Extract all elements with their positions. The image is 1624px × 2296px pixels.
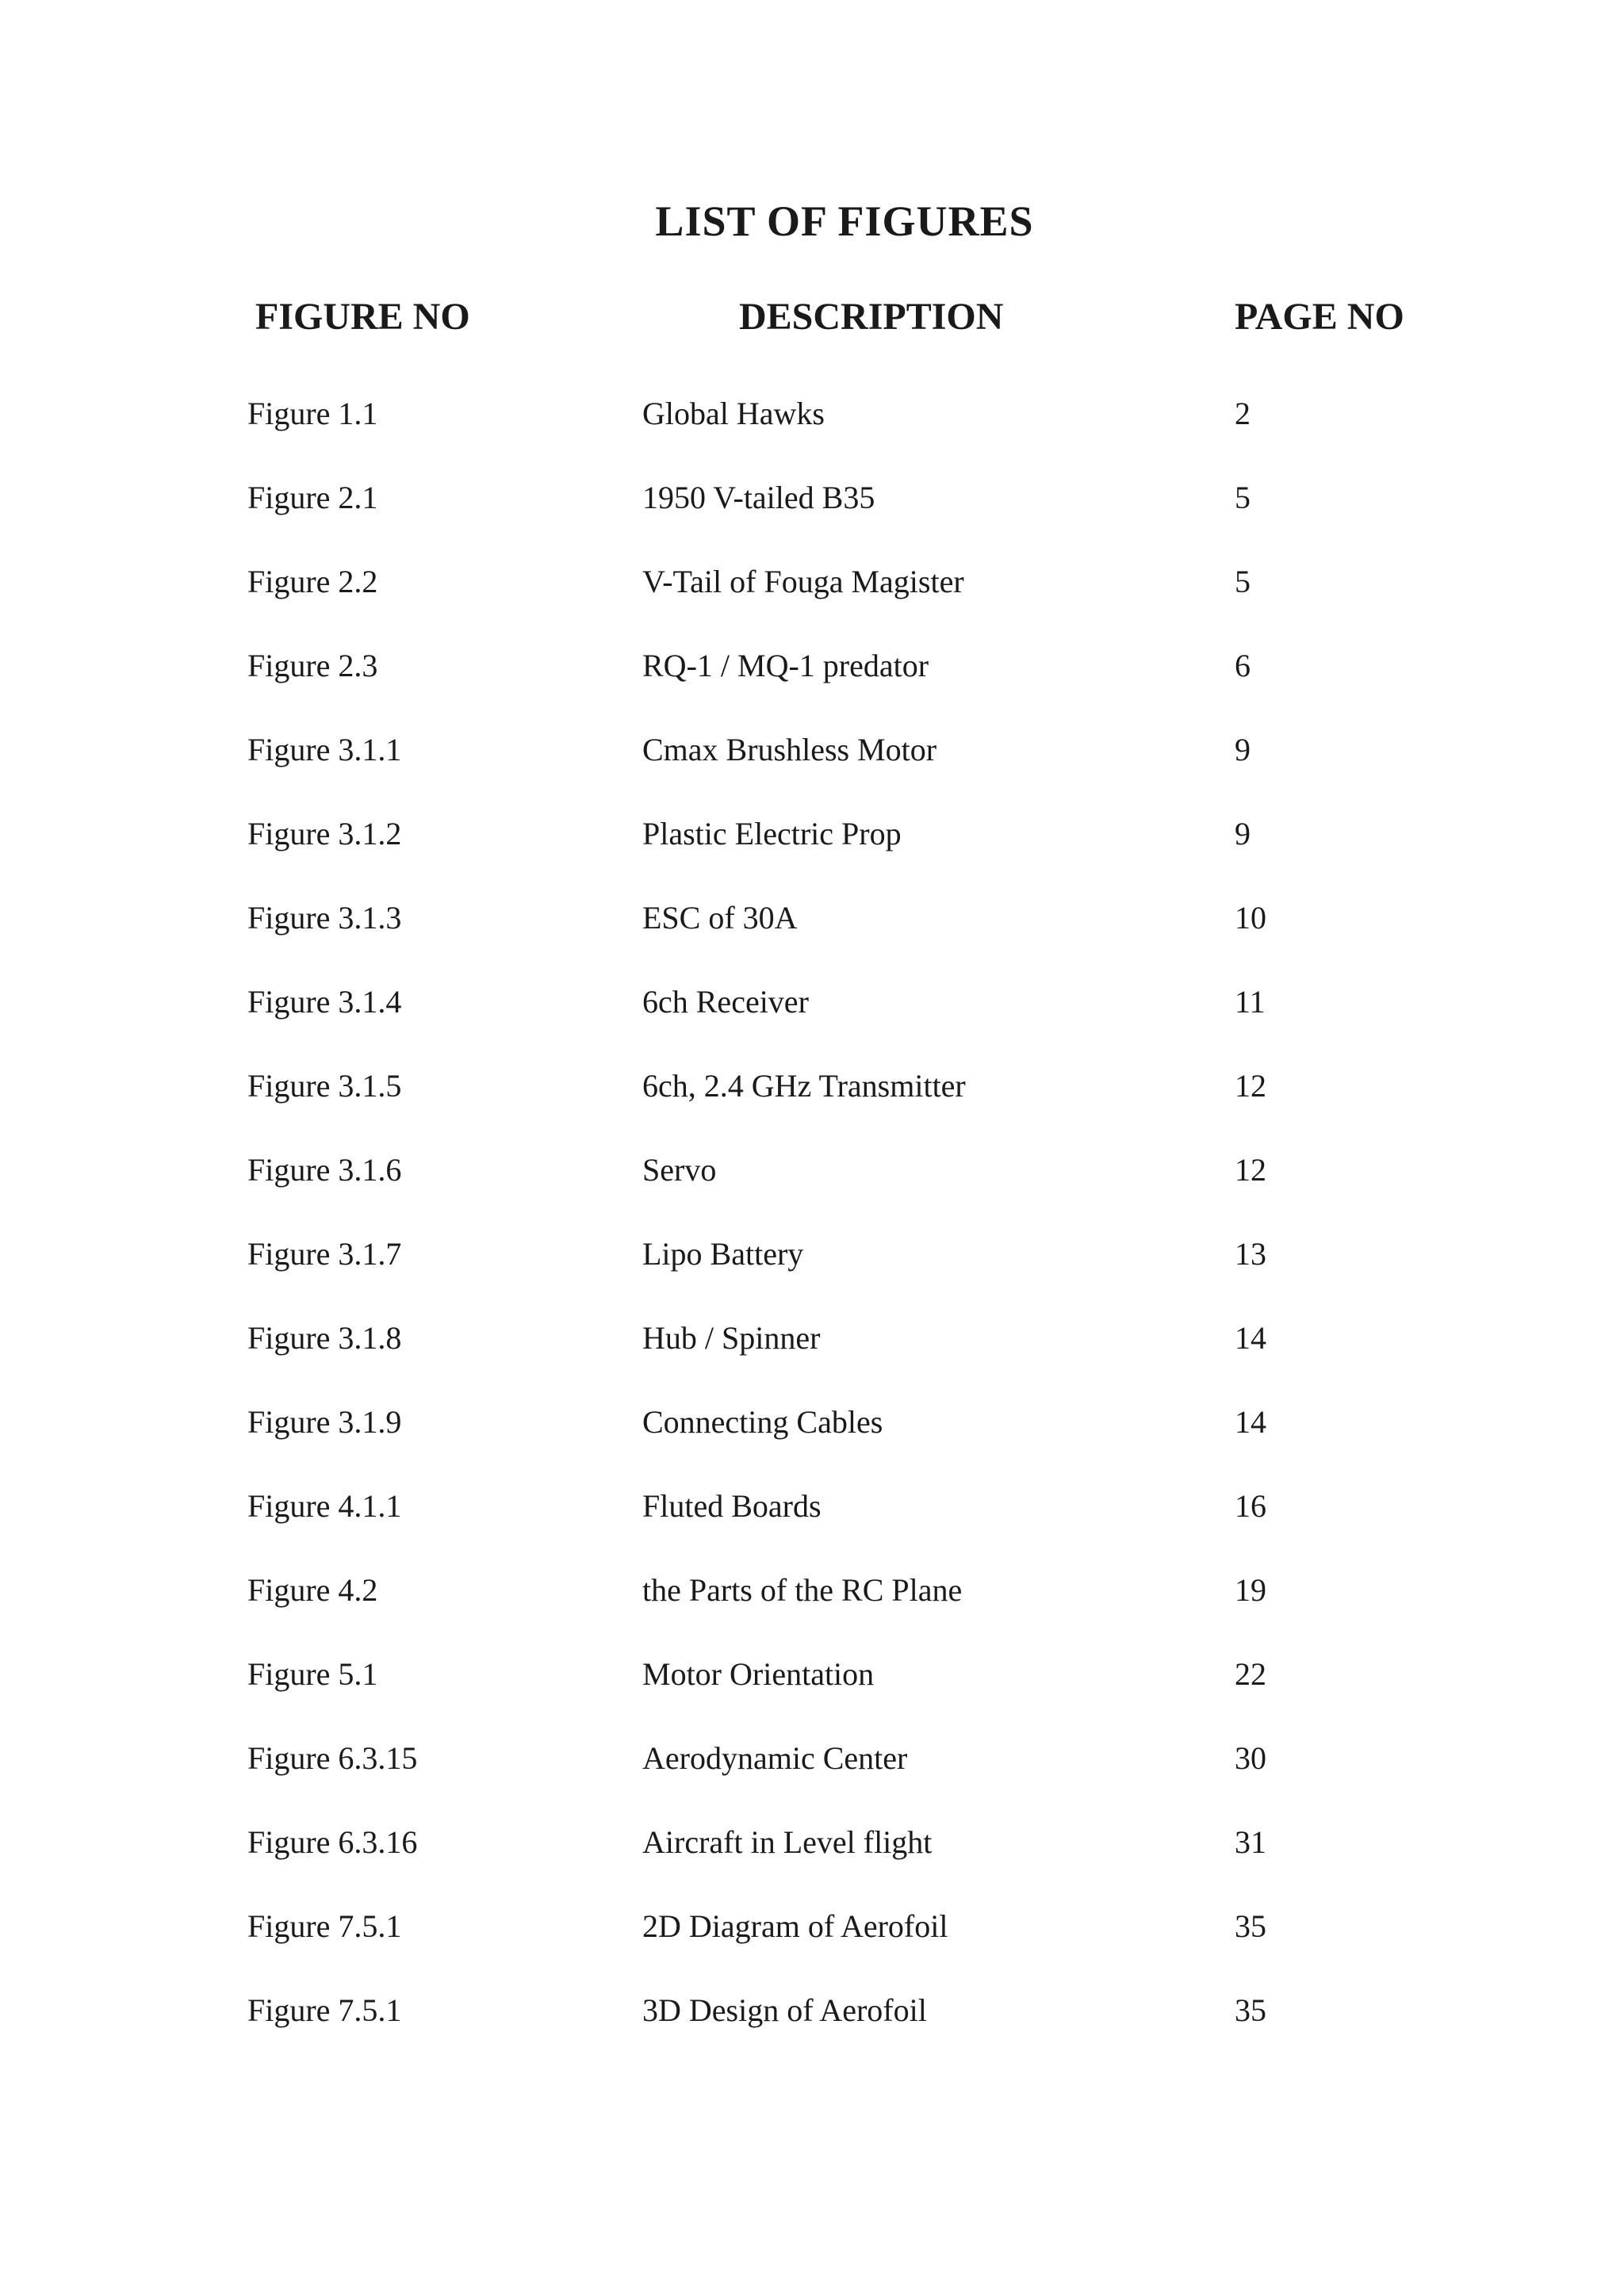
figure-description: 2D Diagram of Aerofoil bbox=[642, 1908, 948, 1944]
figure-description: Cmax Brushless Motor bbox=[642, 732, 937, 767]
column-header-description: DESCRIPTION bbox=[739, 296, 1004, 338]
page-title: LIST OF FIGURES bbox=[655, 197, 1034, 245]
figure-description: Hub / Spinner bbox=[642, 1320, 821, 1356]
figure-row bbox=[0, 1399, 1624, 1446]
figure-description: the Parts of the RC Plane bbox=[642, 1572, 963, 1608]
figure-row bbox=[0, 1819, 1624, 1866]
figure-row bbox=[0, 978, 1624, 1026]
figure-description: ESC of 30A bbox=[642, 900, 798, 936]
figure-row bbox=[0, 1651, 1624, 1698]
figure-page-number: 5 bbox=[1235, 564, 1251, 599]
figure-description: Aerodynamic Center bbox=[642, 1740, 908, 1776]
figure-number: Figure 4.1.1 bbox=[247, 1488, 402, 1524]
figure-description: Servo bbox=[642, 1152, 717, 1188]
figure-row bbox=[0, 1314, 1624, 1362]
figure-number: Figure 7.5.1 bbox=[247, 1992, 402, 2028]
figure-description: 6ch, 2.4 GHz Transmitter bbox=[642, 1068, 966, 1104]
figure-description: Connecting Cables bbox=[642, 1404, 883, 1440]
figure-number: Figure 3.1.8 bbox=[247, 1320, 402, 1356]
figure-description: Motor Orientation bbox=[642, 1656, 875, 1692]
figure-page-number: 35 bbox=[1235, 1992, 1266, 2028]
figure-row bbox=[0, 726, 1624, 774]
figure-page-number: 12 bbox=[1235, 1068, 1266, 1104]
figure-number: Figure 6.3.16 bbox=[247, 1824, 418, 1860]
figure-row bbox=[0, 1146, 1624, 1194]
figure-page-number: 22 bbox=[1235, 1656, 1266, 1692]
figure-number: Figure 2.1 bbox=[247, 480, 378, 515]
figure-description: 6ch Receiver bbox=[642, 984, 809, 1020]
figure-description: Plastic Electric Prop bbox=[642, 816, 902, 851]
figure-number: Figure 3.1.1 bbox=[247, 732, 402, 767]
figure-number: Figure 2.3 bbox=[247, 648, 378, 683]
figure-row bbox=[0, 558, 1624, 606]
figure-description: Fluted Boards bbox=[642, 1488, 822, 1524]
figure-page-number: 2 bbox=[1235, 396, 1251, 431]
figure-number: Figure 4.2 bbox=[247, 1572, 378, 1608]
figure-number: Figure 5.1 bbox=[247, 1656, 378, 1692]
figure-number: Figure 1.1 bbox=[247, 396, 378, 431]
figure-row bbox=[0, 1062, 1624, 1110]
figure-number: Figure 7.5.1 bbox=[247, 1908, 402, 1944]
figure-number: Figure 3.1.5 bbox=[247, 1068, 402, 1104]
figure-description: Aircraft in Level flight bbox=[642, 1824, 933, 1860]
figure-row bbox=[0, 390, 1624, 438]
figure-page-number: 14 bbox=[1235, 1404, 1266, 1440]
figure-page-number: 30 bbox=[1235, 1740, 1266, 1776]
figure-row bbox=[0, 894, 1624, 942]
figure-description: V-Tail of Fouga Magister bbox=[642, 564, 964, 599]
figure-page-number: 6 bbox=[1235, 648, 1251, 683]
figure-page-number: 12 bbox=[1235, 1152, 1266, 1188]
figure-number: Figure 3.1.6 bbox=[247, 1152, 402, 1188]
figure-number: Figure 2.2 bbox=[247, 564, 378, 599]
figure-number: Figure 3.1.7 bbox=[247, 1236, 402, 1272]
figure-row bbox=[0, 642, 1624, 690]
figure-description: Lipo Battery bbox=[642, 1236, 804, 1272]
figure-row bbox=[0, 1735, 1624, 1782]
figure-page-number: 11 bbox=[1235, 984, 1266, 1020]
figure-page-number: 10 bbox=[1235, 900, 1266, 936]
figure-page-number: 14 bbox=[1235, 1320, 1266, 1356]
figure-number: Figure 3.1.2 bbox=[247, 816, 402, 851]
figure-row bbox=[0, 1567, 1624, 1614]
figure-page-number: 9 bbox=[1235, 816, 1251, 851]
figure-page-number: 31 bbox=[1235, 1824, 1266, 1860]
figure-number: Figure 3.1.9 bbox=[247, 1404, 402, 1440]
figure-description: 3D Design of Aerofoil bbox=[642, 1992, 927, 2028]
figure-row bbox=[0, 474, 1624, 522]
figure-number: Figure 3.1.4 bbox=[247, 984, 402, 1020]
column-header-page-no: PAGE NO bbox=[1235, 296, 1404, 338]
figure-number: Figure 3.1.3 bbox=[247, 900, 402, 936]
figure-row bbox=[0, 1230, 1624, 1278]
figure-page-number: 13 bbox=[1235, 1236, 1266, 1272]
figure-page-number: 35 bbox=[1235, 1908, 1266, 1944]
figure-page-number: 19 bbox=[1235, 1572, 1266, 1608]
column-header-figure-no: FIGURE NO bbox=[255, 296, 470, 338]
figure-description: 1950 V-tailed B35 bbox=[642, 480, 875, 515]
figure-row bbox=[0, 1903, 1624, 1950]
figure-row bbox=[0, 1483, 1624, 1530]
figure-page-number: 5 bbox=[1235, 480, 1251, 515]
figure-number: Figure 6.3.15 bbox=[247, 1740, 418, 1776]
figure-page-number: 16 bbox=[1235, 1488, 1266, 1524]
figure-description: Global Hawks bbox=[642, 396, 825, 431]
figure-description: RQ-1 / MQ-1 predator bbox=[642, 648, 929, 683]
figure-page-number: 9 bbox=[1235, 732, 1251, 767]
figure-row bbox=[0, 1987, 1624, 2034]
figure-row bbox=[0, 810, 1624, 858]
